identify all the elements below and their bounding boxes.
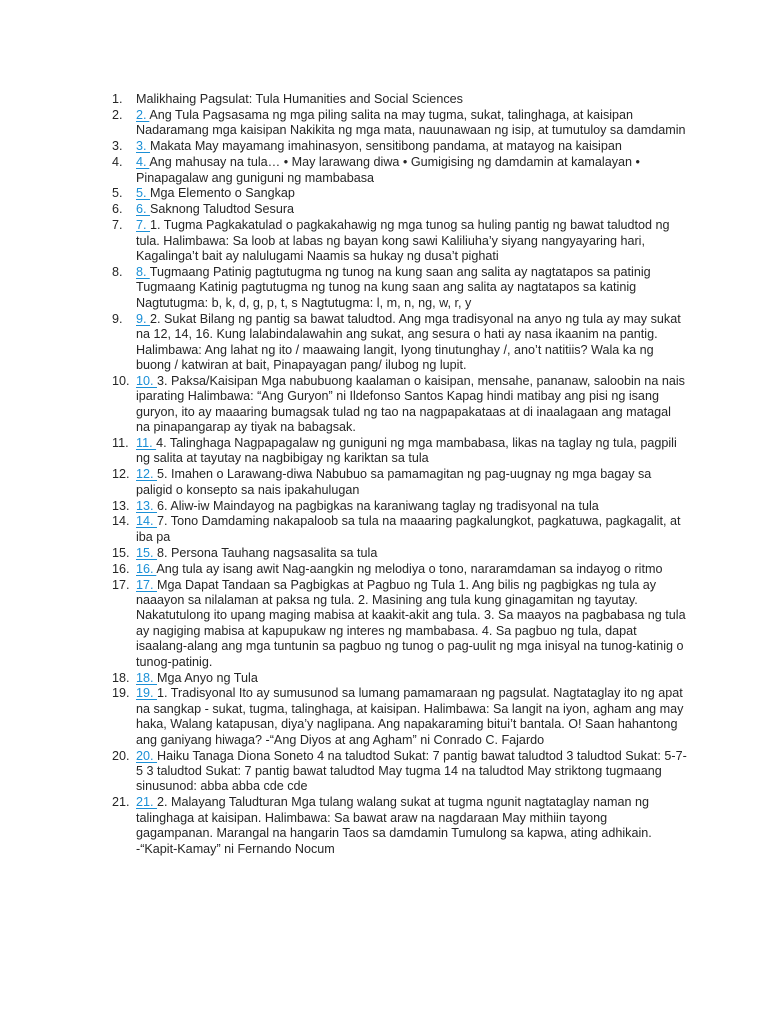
list-item-number: 12. [112, 467, 130, 482]
slide-link[interactable]: 7. [136, 218, 151, 233]
list-item-text: Mga Elemento o Sangkap [150, 186, 295, 201]
list-item-text: Ang tula ay isang awit Nag-aangkin ng melodiya o tono, nararamdaman sa indayog o ritmo [156, 561, 663, 576]
list-item [112, 467, 687, 498]
slide-link[interactable]: 11. [136, 435, 157, 450]
list-item-text: Saknong Taludtod Sesura [150, 202, 295, 217]
slide-link[interactable]: 6. [136, 202, 151, 217]
slide-link[interactable]: 15. [136, 545, 158, 560]
list-item [112, 218, 687, 264]
list-item-text: Haiku Tanaga Diona Soneto 4 na taludtod Sukat: 7 pantig bawat taludtod 3 taludtod Sukat: 5-7-5 3 taludtod Sukat: 7 pantig bawat taludtod May tugma 14 na taludtod May striktong tugmaang sinusunod: abba abba cde cde [136, 748, 687, 794]
list-item-number: 5. [112, 186, 123, 201]
list-item-text: 2. Malayang Taludturan Mga tulang walang sukat at tugma ngunit nagtataglay naman ng talinghaga at kaisipan. Halimbawa: Sa bawat araw na nagdaraan May mithiin tayong gagampanan. Marangal na hangarin Taos sa damdamin Tumulong sa kapwa, ating adhikain. -“Kapit-Kamay” ni Fernando Nocum [136, 795, 652, 856]
slide-link[interactable]: 8. [136, 264, 150, 279]
list-item-text: Ang Tula Pagsasama ng mga piling salita na may tugma, sukat, talinghaga, at kaisipan Nadaramang mga kaisipan Nakikita ng mga mata, nauunawaan ng isip, at tumutuloy sa damdamin [136, 107, 686, 138]
list-item-number: 3. [112, 139, 123, 154]
list-item [112, 108, 687, 139]
list-item [112, 312, 687, 374]
list-item-number: 10. [112, 373, 130, 388]
slide-link[interactable]: 4. [136, 155, 150, 170]
list-item [112, 686, 687, 748]
list-item-number: 6. [112, 202, 123, 217]
list-item-text: 2. Sukat Bilang ng pantig sa bawat taludtod. Ang mga tradisyonal na anyo ng tula ay may sukat na 12, 14, 16. Kung lalabindalawahin ang sukat, ang sesura o hati ay nasa ikaanim na pantig. Halimbawa: Ang lahat ng ito / maawaing langit, Iyong tinutunghay /, ano’t natitiis? Wala ka ng buong / katwiran at bait, Pinapayagan pang/ ilubog ng lupit. [136, 311, 681, 372]
list-item [112, 578, 687, 670]
list-item-number: 2. [112, 107, 123, 122]
list-item [112, 749, 687, 795]
list-item [112, 562, 687, 577]
list-item-text: Mga Anyo ng Tula [157, 670, 258, 685]
list-item-text: 6. Aliw-iw Maindayog na pagbigkas na karaniwang taglay ng tradisyonal na tula [157, 498, 599, 513]
numbered-list [112, 92, 687, 857]
list-item-text: 4. Talinghaga Nagpapagalaw ng guniguni ng mga mambabasa, likas na taglay ng tula, pagpili ng salita at tayutay na nagbibigay ng kariktan sa tula [136, 435, 677, 466]
list-item-text: Malikhaing Pagsulat: Tula Humanities and Social Sciences [136, 92, 463, 106]
list-item [112, 155, 687, 186]
list-item-number: 14. [112, 514, 130, 529]
list-item [112, 139, 687, 154]
list-item [112, 92, 687, 107]
list-item [112, 546, 687, 561]
list-item [112, 436, 687, 467]
slide-link[interactable]: 5. [136, 186, 151, 201]
list-item-number: 16. [112, 561, 130, 576]
slide-link[interactable]: 19. [136, 686, 158, 701]
list-item-text: 1. Tradisyonal Ito ay sumusunod sa lumang pamamaraan ng pagsulat. Nagtataglay ito ng apat na sangkap - sukat, tugma, talinghaga, at kaisipan. Halimbawa: Sa langit na iyon, agham ang may haka, Walang katapusan, diya’y naglipana. Ang napakaraming bitui’t bantala. O! Saan hahantong ang ganiyang hiwaga? -“Ang Diyos at ang Agham” ni Conrado C. Fajardo [136, 686, 684, 747]
list-item [112, 514, 687, 545]
slide-link[interactable]: 9. [136, 311, 151, 326]
list-item [112, 671, 687, 686]
list-item-text: 3. Paksa/Kaisipan Mga nabubuong kaalaman o kaisipan, mensahe, pananaw, saloobin na nais iparating Halimbawa: “Ang Guryon” ni Ildefonso Santos Kapag hindi matibay ang pisi ng isang guryon, ito ay maaaring bumagsak tulad ng tao na nagpapakataas at di inaalagaan ang matagal na pinapangarap ay tiyak na babagsak. [136, 373, 685, 435]
list-item-text: Makata May mayamang imahinasyon, sensitibong pandama, at matayog na kaisipan [150, 139, 622, 154]
slide-link[interactable]: 2. [136, 107, 150, 122]
slide-link[interactable]: 13. [136, 498, 158, 513]
list-item [112, 795, 687, 857]
list-item-number: 19. [112, 686, 130, 701]
list-item-text: 7. Tono Damdaming nakapaloob sa tula na maaaring pagkalungkot, pagkatuwa, pagkagalit, at iba pa [136, 514, 681, 544]
slide-link[interactable]: 14. [136, 514, 158, 529]
list-item-number: 17. [112, 577, 130, 592]
list-item-text: 8. Persona Tauhang nagsasalita sa tula [157, 545, 378, 560]
list-item [112, 499, 687, 514]
slide-link[interactable]: 20. [136, 748, 158, 763]
list-item-number: 21. [112, 795, 130, 810]
list-item-number: 8. [112, 264, 123, 279]
slide-link[interactable]: 16. [136, 561, 157, 576]
list-item-number: 4. [112, 155, 123, 170]
list-item-number: 7. [112, 218, 123, 233]
list-item-number: 9. [112, 311, 123, 326]
slide-link[interactable]: 10. [136, 373, 158, 388]
list-item-text: 1. Tugma Pagkakatulad o pagkakahawig ng mga tunog sa huling pantig ng bawat taludtod ng tula. Halimbawa: Sa loob at labas ng bayan kong sawi Kaliliuha’y siyang nangyayaring hari, Kagalinga’t bait ay nalulugami Naamis sa hukay ng dusa’t pighati [136, 218, 670, 264]
list-item-text: Tugmaang Patinig pagtutugma ng tunog na kung saan ang salita ay nagtatapos sa patinig Tugmaang Katinig pagtutugma ng tunog na kung saan ang salita ay nagtatapos sa katinig Nagtutugma: b, k, d, g, p, t, s Nagtutugma: l, m, n, ng, w, r, y [136, 264, 651, 310]
list-item [112, 374, 687, 436]
slide-link[interactable]: 18. [136, 670, 158, 685]
slide-link[interactable]: 21. [136, 795, 158, 810]
list-item-number: 1. [112, 92, 123, 106]
list-item-number: 20. [112, 748, 130, 763]
list-item-text: 5. Imahen o Larawang-diwa Nabubuo sa pamamagitan ng pag-uugnay ng mga bagay sa paligid o konsepto sa nais ipakahulugan [136, 467, 652, 497]
slide-link[interactable]: 12. [136, 467, 158, 482]
slide-link[interactable]: 3. [136, 139, 151, 154]
list-item [112, 265, 687, 311]
slide-link[interactable]: 17. [136, 577, 158, 592]
list-item-number: 11. [112, 435, 129, 450]
list-item-number: 15. [112, 545, 130, 560]
list-item-text: Ang mahusay na tula… • May larawang diwa • Gumigising ng damdamin at kamalayan • Pinapagalaw ang guniguni ng mambabasa [136, 155, 640, 185]
list-item [112, 186, 687, 201]
list-item-number: 18. [112, 670, 130, 685]
list-item [112, 202, 687, 217]
list-item-number: 13. [112, 498, 130, 513]
list-item-text: Mga Dapat Tandaan sa Pagbigkas at Pagbuo ng Tula 1. Ang bilis ng pagbigkas ng tula ay naaayon sa nilalaman at paksa ng tula. 2. Masining ang tula kung ginagamitan ng tayutay. Nakatutulong ito upang maging mabisa at kaakit-akit ang tula. 3. Sa maayos na pagbabasa ng tula ay nagiging mabisa at kapupukaw ng interes ng mambabasa. 4. Sa pagbuo ng tula, dapat isaalang-alang ang mga tuntunin sa pagbuo ng tunog o pag-uulit ng mga inisyal na tunog-katinig o tunog-patinig. [136, 577, 686, 669]
